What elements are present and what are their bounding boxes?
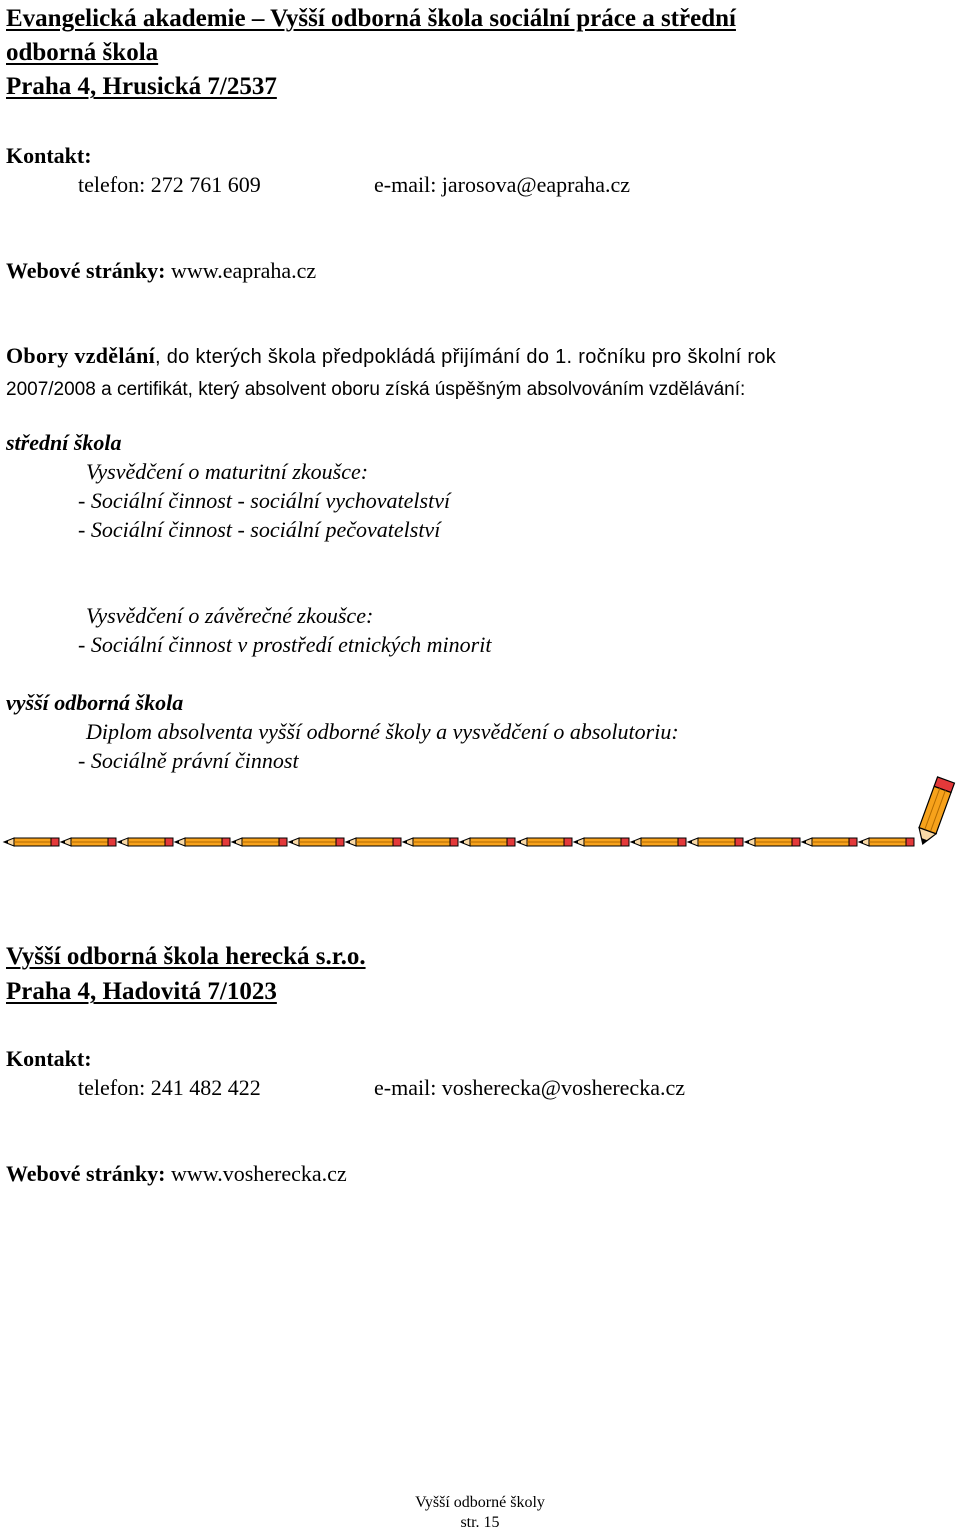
pencil-icon xyxy=(688,838,743,846)
school1-address: Praha 4, Hrusická 7/2537 xyxy=(6,73,277,100)
pencil-divider xyxy=(0,770,960,850)
pencil-icon xyxy=(175,838,230,846)
pencil-icon xyxy=(346,838,401,846)
school1-web-link[interactable]: www.eapraha.cz xyxy=(171,258,317,283)
pencil-icon xyxy=(631,838,686,846)
school1-web-label: Webové stránky: xyxy=(6,258,166,283)
pencil-row-icons xyxy=(4,838,914,846)
footer-title: Vyšší odborné školy xyxy=(415,1494,545,1511)
school2-address: Praha 4, Hadovitá 7/1023 xyxy=(6,978,277,1005)
ss-cert1-item-1: - Sociální činnost - sociální vychovatelství xyxy=(78,488,451,513)
school1-title-line2: odborná škola xyxy=(6,39,159,66)
vos-cert: Diplom absolventa vyšší odborné školy a vysvědčení o absolutoriu: xyxy=(86,719,679,744)
school1-contact-label: Kontakt: xyxy=(6,143,92,168)
pencil-icon xyxy=(403,838,458,846)
school1-fields-line1 xyxy=(6,343,776,369)
school2-contact-label: Kontakt: xyxy=(6,1046,92,1071)
school1-title: Evangelická akademie – Vyšší odborná škola sociální práce a střední xyxy=(6,5,736,32)
school2-web-label: Webové stránky: xyxy=(6,1161,166,1186)
footer-page-number: str. 15 xyxy=(460,1514,500,1531)
ss-cert2-item-1: - Sociální činnost v prostředí etnických minorit xyxy=(78,632,492,657)
vos-heading: vyšší odborná škola xyxy=(6,690,184,715)
pencil-icon xyxy=(4,838,59,846)
fields-label: Obory vzdělání xyxy=(6,343,156,368)
fields-text-1: , do kterých škola předpokládá přijímání do 1. ročníku pro školní rok xyxy=(155,346,777,368)
pencil-icon xyxy=(859,838,914,846)
pencil-icon xyxy=(802,838,857,846)
ss-cert1: Vysvědčení o maturitní zkoušce: xyxy=(86,459,369,484)
school2-title: Vyšší odborná škola herecká s.r.o. xyxy=(6,943,366,970)
pencil-icon xyxy=(745,838,800,846)
school2-web-link[interactable]: www.vosherecka.cz xyxy=(171,1161,347,1186)
school1-fields-line2: 2007/2008 a certifikát, který absolvent oboru získá úspěšným absolvováním vzdělávání: xyxy=(6,379,746,400)
ss-cert2: Vysvědčení o závěrečné zkoušce: xyxy=(86,603,374,628)
school1-web xyxy=(6,258,316,284)
pencil-upright-icon xyxy=(914,777,954,847)
vos-item-1: - Sociálně právní činnost xyxy=(78,748,299,773)
pencil-icon xyxy=(574,838,629,846)
pencil-icon xyxy=(517,838,572,846)
pencil-icon xyxy=(118,838,173,846)
ss-cert1-item-2: - Sociální činnost - sociální pečovatelství xyxy=(78,517,441,542)
ss-heading: střední škola xyxy=(6,430,122,455)
pencil-icon xyxy=(232,838,287,846)
school2-email[interactable]: e-mail: vosherecka@vosherecka.cz xyxy=(374,1075,685,1100)
school2-phone: telefon: 241 482 422 xyxy=(78,1075,261,1100)
pencil-icon xyxy=(289,838,344,846)
school1-email[interactable]: e-mail: jarosova@eapraha.cz xyxy=(374,172,631,197)
pencil-icon xyxy=(61,838,116,846)
pencil-icon xyxy=(460,838,515,846)
school2-web xyxy=(6,1161,347,1187)
school1-phone: telefon: 272 761 609 xyxy=(78,172,261,197)
